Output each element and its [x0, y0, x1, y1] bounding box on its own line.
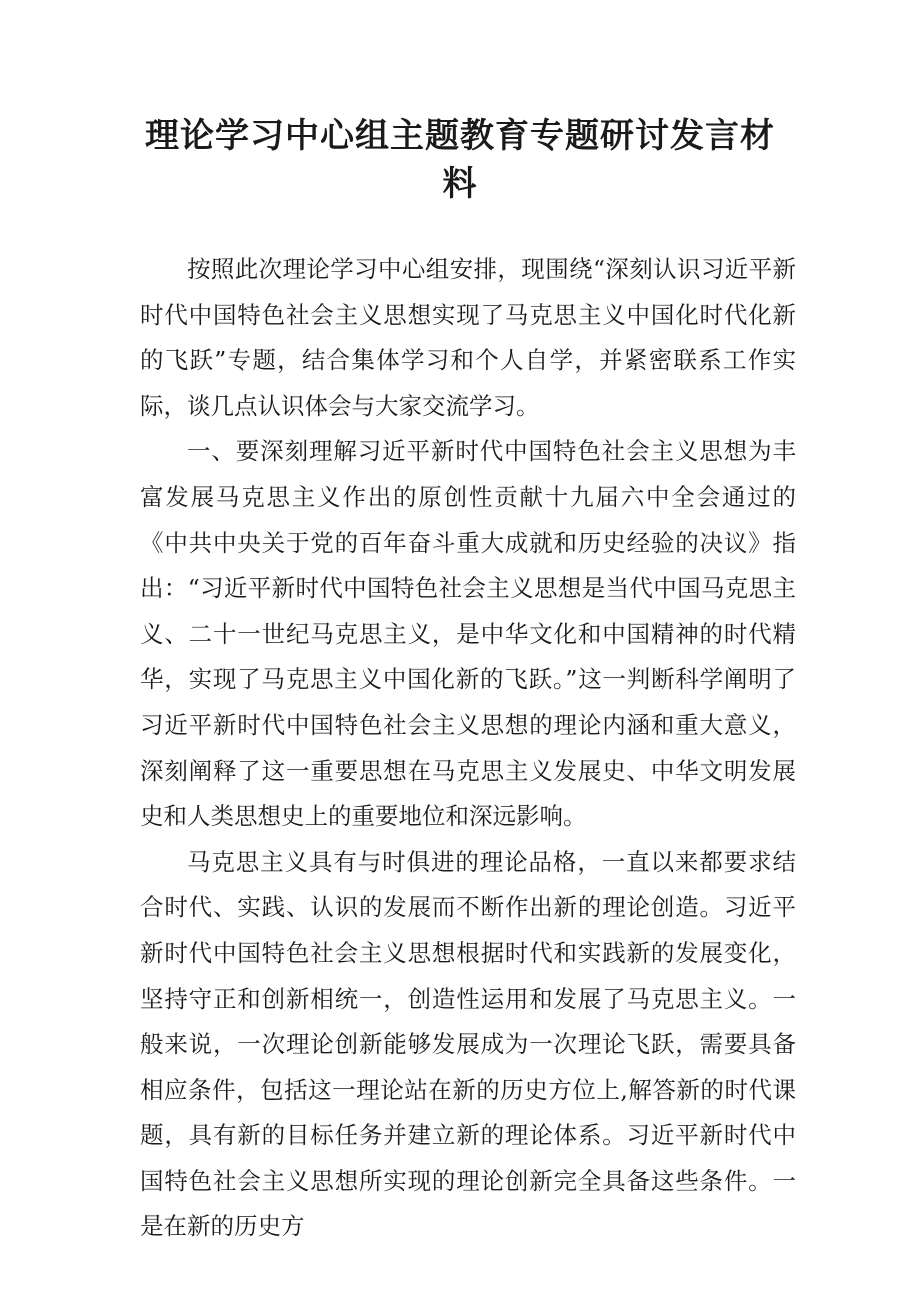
document-title: 理论学习中心组主题教育专题研讨发言材料: [145, 116, 775, 204]
paragraph-section-one: 一、要深刻理解习近平新时代中国特色社会主义思想为丰富发展马克思主义作出的原创性贡献十九届六中全会通过的《中共中央关于党的百年奋斗重大成就和历史经验的决议》指出：“习近平新时代中国特色社会主义思想是当代中国马克思主义、二十一世纪马克思主义，是中华文化和中国精神的时代精华，实现了马克思主义中国化新的飞跃。”这一判断科学阐明了习近平新时代中国特色社会主义思想的理论内涵和重大意义，深刻阐释了这一重要思想在马克思主义发展史、中华文明发展史和人类思想史上的重要地位和深远影响。: [140, 437, 796, 831]
paragraph-intro: 按照此次理论学习中心组安排，现围绕“深刻认识习近平新时代中国特色社会主义思想实现了马克思主义中国化时代化新的飞跃”专题，结合集体学习和个人自学，并紧密联系工作实际，谈几点认识体会与大家交流学习。: [140, 255, 796, 420]
paragraph-marxism-theory: 马克思主义具有与时俱进的理论品格，一直以来都要求结合时代、实践、认识的发展而不断作出新的理论创造。习近平新时代中国特色社会主义思想根据时代和实践新的发展变化，坚持守正和创新相统一，创造性运用和发展了马克思主义。一般来说，一次理论创新能够发展成为一次理论飞跃，需要具备相应条件，包括这一理论站在新的历史方位上,解答新的时代课题，具有新的目标任务并建立新的理论体系。习近平新时代中国特色社会主义思想所实现的理论创新完全具备这些条件。一是在新的历史方: [140, 847, 796, 1241]
document-body: [140, 247, 796, 1250]
